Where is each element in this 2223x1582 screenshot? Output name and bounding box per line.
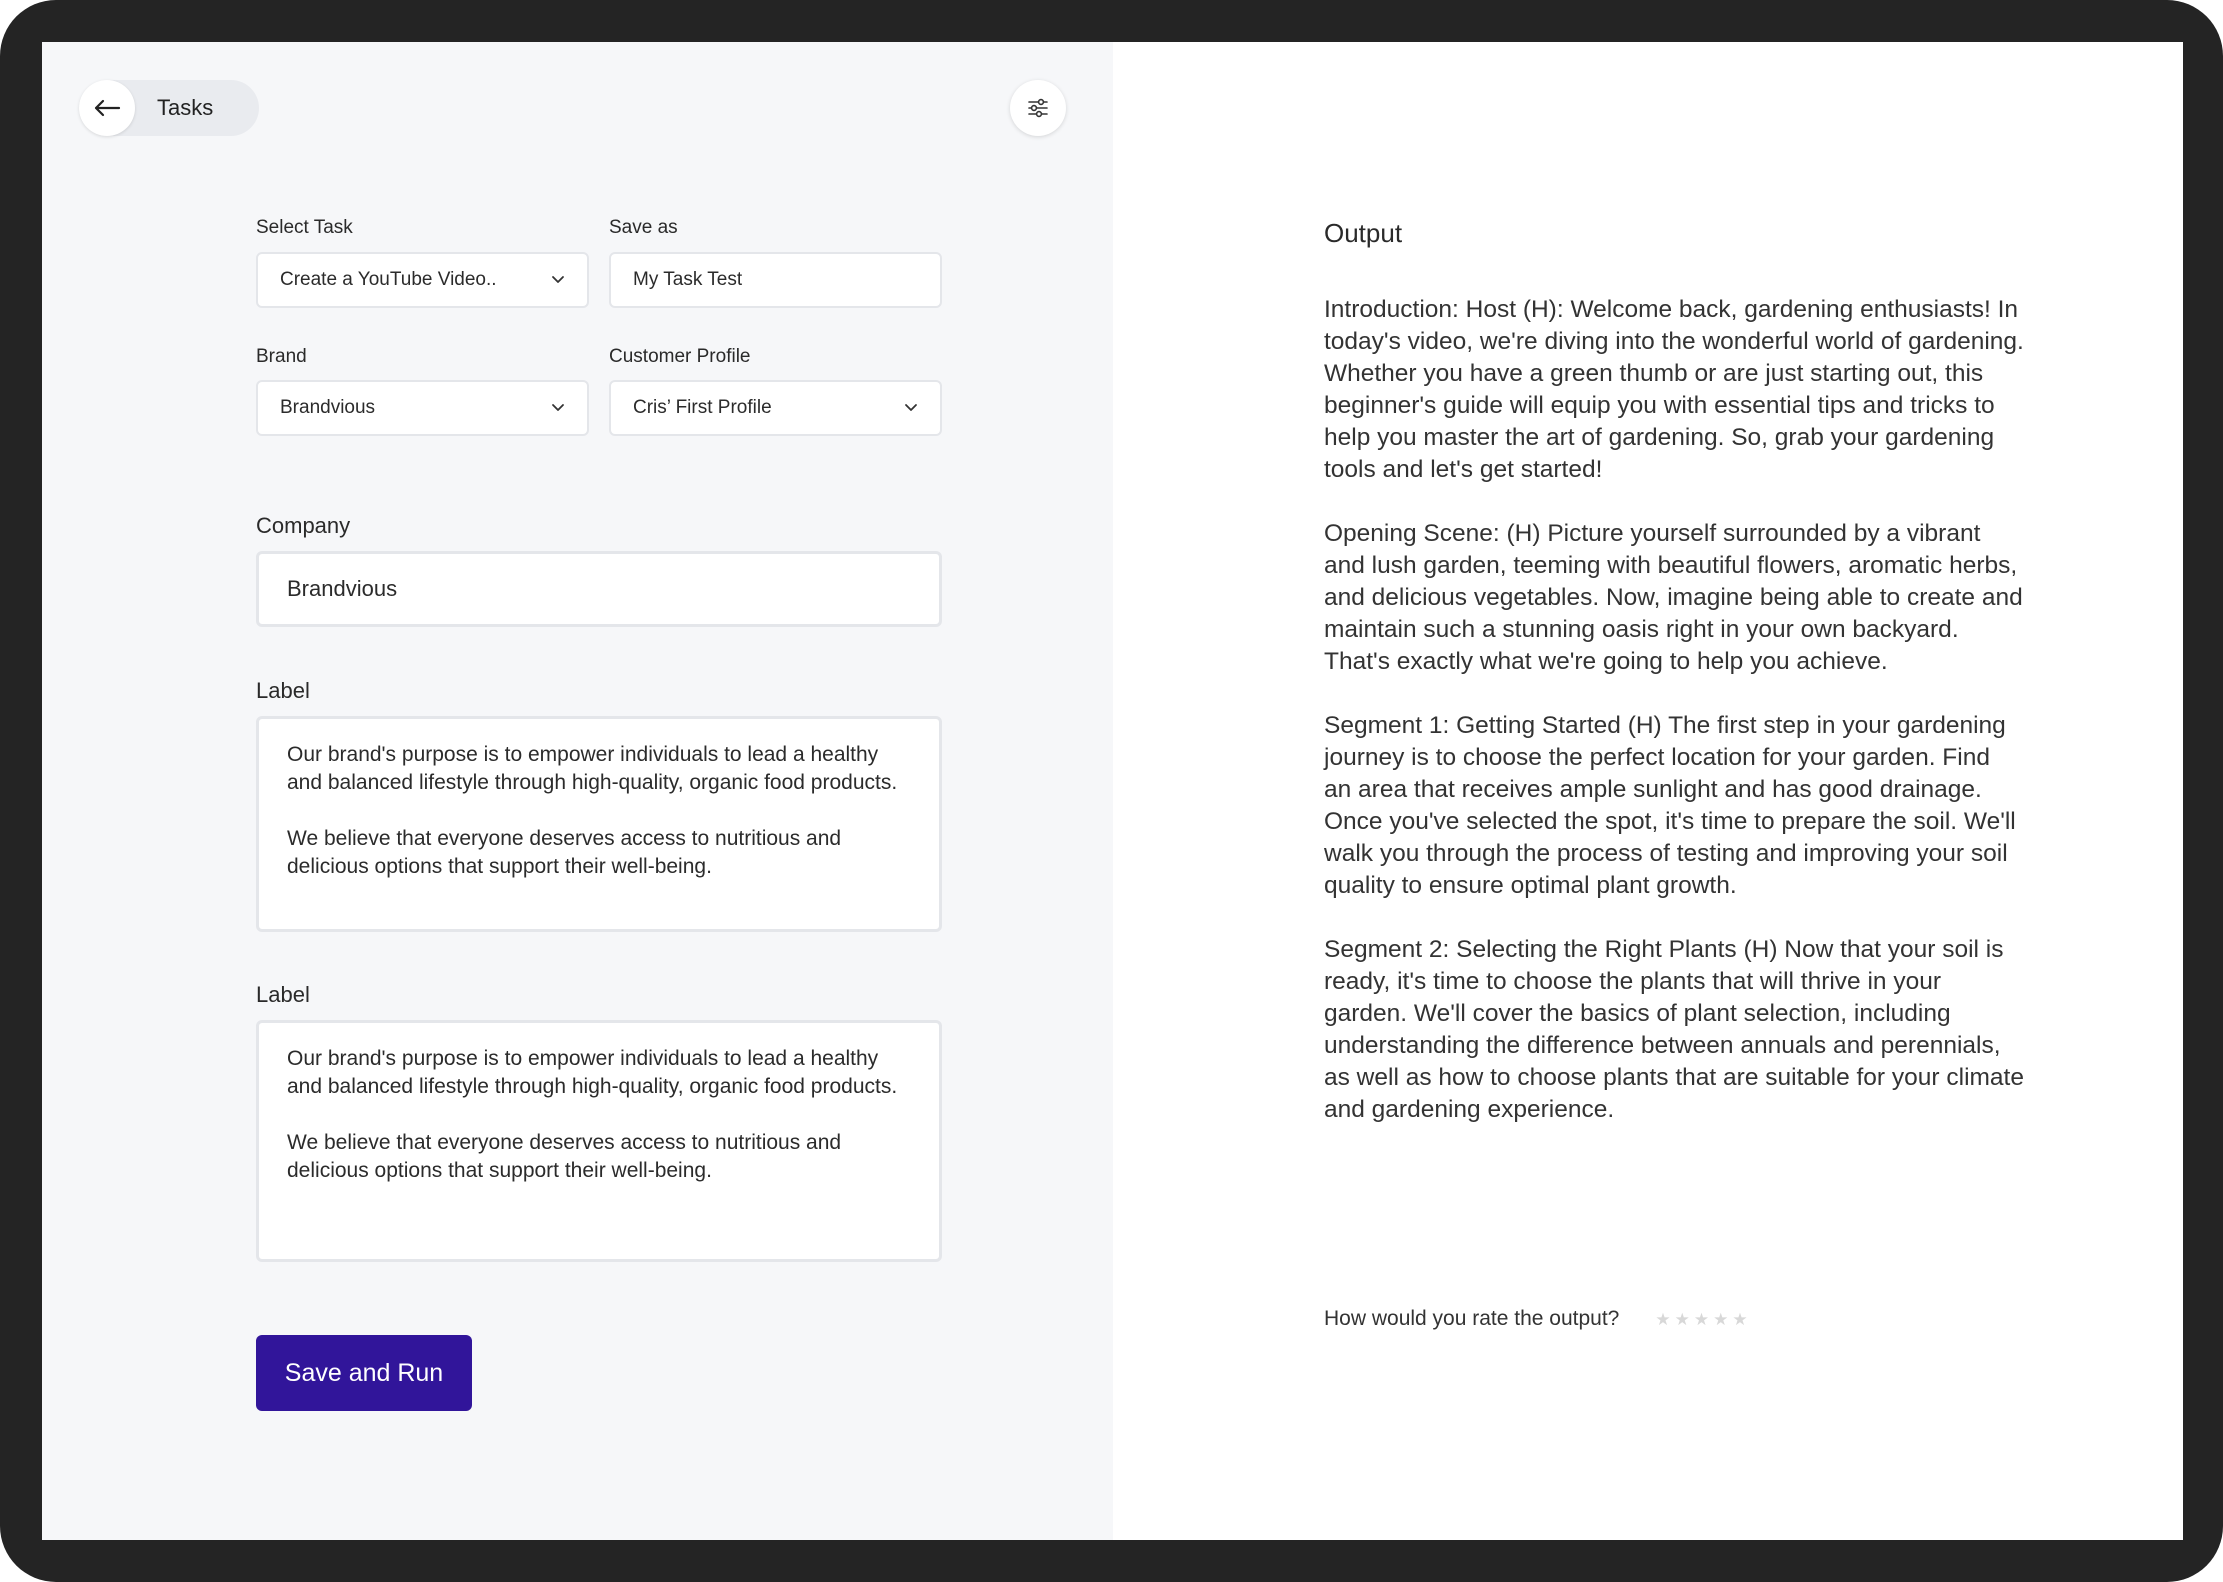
- label-1-textarea[interactable]: [256, 716, 942, 932]
- save-as-input[interactable]: [633, 269, 918, 291]
- customer-profile-label: Customer Profile: [609, 346, 751, 367]
- output-paragraph: Segment 1: Getting Started (H) The first step in your gardening journey is to choose the perfect location for your garden. Find an area that receives ample sunlight and has good drainage. Once you've selected the spot, it's time to prepare the soil. We'll walk you through the process of testing and improving your soil quality to ensure optimal plant growth.: [1324, 712, 2016, 899]
- task-form-panel: [42, 42, 1113, 1540]
- star-icon[interactable]: ★: [1732, 1309, 1748, 1329]
- output-text: [1324, 294, 2024, 1126]
- output-panel: [1113, 42, 2183, 1540]
- brand-value: Brandvious: [280, 397, 376, 418]
- output-paragraph: Opening Scene: (H) Picture yourself surrounded by a vibrant and lush garden, teeming with beautiful flowers, aromatic herbs, and delicious vegetables. Now, imagine being able to create and maintain such a stunning oasis right in your own backyard. That's exactly what we're going to help you achieve.: [1324, 520, 2023, 675]
- chevron-down-icon: [551, 275, 565, 285]
- star-icon[interactable]: ★: [1693, 1309, 1710, 1329]
- back-to-tasks-button[interactable]: [79, 80, 259, 136]
- label-1-paragraph: We believe that everyone deserves access to nutritious and delicious options that support their well-being.: [287, 827, 842, 878]
- company-value: Brandvious: [287, 576, 398, 601]
- label-2-paragraph: We believe that everyone deserves access to nutritious and delicious options that support their well-being.: [287, 1131, 842, 1182]
- customer-profile-dropdown[interactable]: [609, 380, 942, 436]
- rating-row: [1324, 1307, 1752, 1331]
- output-paragraph: Segment 2: Selecting the Right Plants (H) Now that your soil is ready, it's time to choose the plants that will thrive in your garden. We'll cover the basics of plant selection, including understanding the difference between annuals and perennials, as well as how to choose plants that are suitable for your climate and gardening experience.: [1324, 936, 2024, 1123]
- label-2-paragraph: Our brand's purpose is to empower individuals to lead a healthy and balanced lifestyle through high-quality, organic food products.: [287, 1047, 898, 1098]
- label-2-label: Label: [256, 982, 310, 1007]
- label-2-textarea[interactable]: [256, 1020, 942, 1262]
- output-paragraph: Introduction: Host (H): Welcome back, gardening enthusiasts! In today's video, we're diving into the wonderful world of gardening. Whether you have a green thumb or are just starting out, this beginner's guide will equip you with essential tips and tricks to help you master the art of gardening. So, grab your gardening tools and let's get started!: [1324, 296, 2024, 483]
- output-title: Output: [1324, 218, 1403, 248]
- sliders-icon: [1027, 97, 1049, 119]
- save-as-label: Save as: [609, 217, 678, 238]
- star-rating[interactable]: [1655, 1311, 1751, 1328]
- star-icon[interactable]: ★: [1655, 1309, 1671, 1329]
- label-1-paragraph: Our brand's purpose is to empower individuals to lead a healthy and balanced lifestyle through high-quality, organic food products.: [287, 743, 898, 794]
- app-screen: [42, 42, 2183, 1540]
- company-label: Company: [256, 513, 351, 538]
- select-task-dropdown[interactable]: [256, 252, 589, 308]
- select-task-value: Create a YouTube Video..: [280, 269, 497, 290]
- arrow-left-icon: [93, 98, 121, 118]
- back-button-circle[interactable]: [79, 80, 135, 136]
- customer-profile-value: Cris’ First Profile: [633, 397, 772, 418]
- brand-dropdown[interactable]: [256, 380, 589, 436]
- select-task-label: Select Task: [256, 217, 353, 238]
- rating-question: How would you rate the output?: [1324, 1307, 1620, 1330]
- star-icon[interactable]: ★: [1674, 1309, 1690, 1329]
- brand-label: Brand: [256, 346, 307, 367]
- star-icon[interactable]: ★: [1713, 1309, 1729, 1329]
- back-label: Tasks: [157, 95, 214, 120]
- save-and-run-button[interactable]: Save and Run: [256, 1335, 472, 1411]
- save-as-field[interactable]: [609, 252, 942, 308]
- settings-button[interactable]: [1010, 80, 1066, 136]
- chevron-down-icon: [904, 403, 918, 413]
- company-field[interactable]: [256, 551, 942, 627]
- label-1-label: Label: [256, 678, 310, 703]
- chevron-down-icon: [551, 403, 565, 413]
